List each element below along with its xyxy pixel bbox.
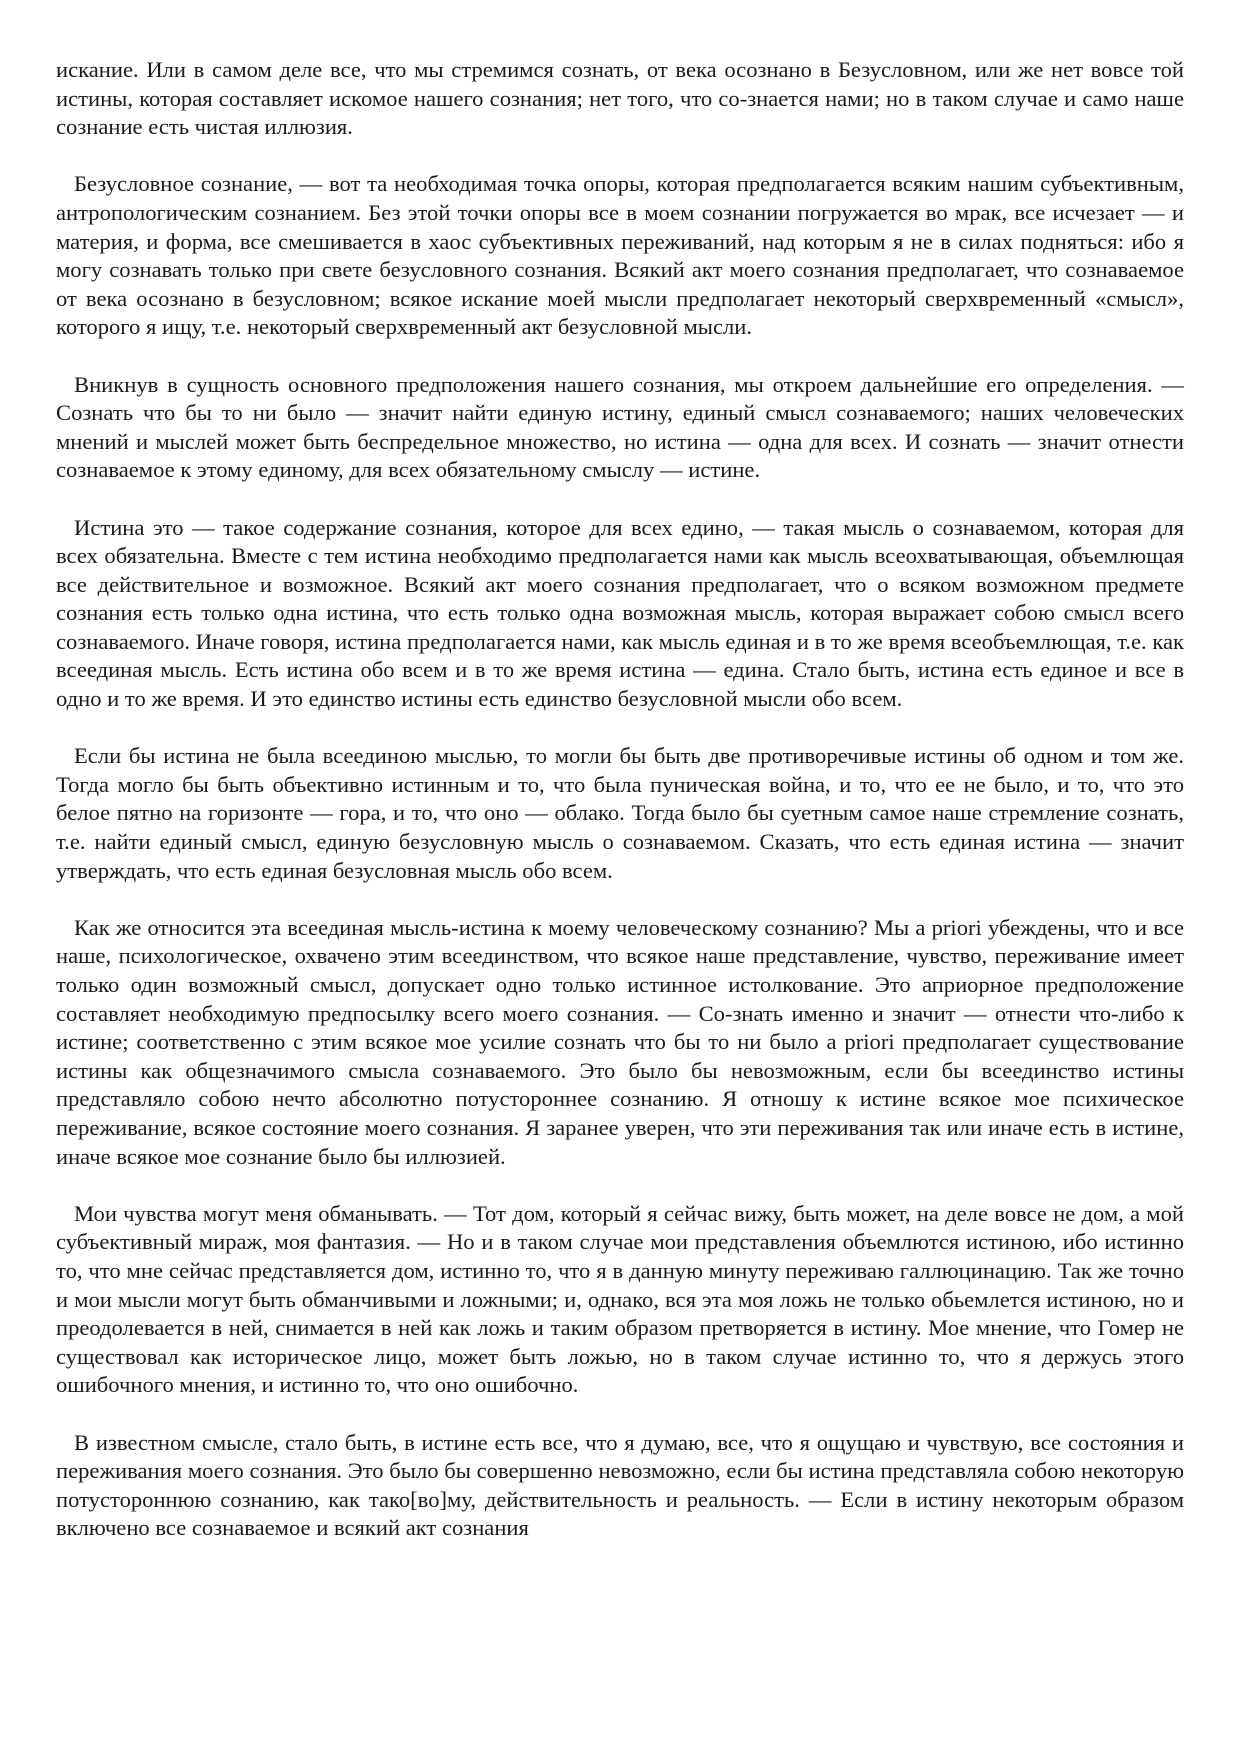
- paragraph-5: Если бы истина не была всеединою мыслью, то могли бы быть две противоречивые истины об одном и том же. Тогда могло бы быть объективно истинным и то, что была пуническая война, и то, что ее не было, и то, что это белое пятно на горизонте — гора, и то, что оно — облако. Тогда было бы суетным самое наше стремление сознать, т.е. найти единый смысл, единую безусловную мысль о сознаваемом. Сказать, что есть единая истина — значит утверждать, что есть единая безусловная мысль обо всем.: [56, 743, 1184, 883]
- paragraph-4: Истина это — такое содержание сознания, которое для всех едино, — такая мысль о сознаваемом, которая для всех обязательна. Вместе с тем истина необходимо предполагается нами как мысль всеохватывающая, объемлющая все действительное и возможное. Всякий акт моего сознания предполагает, что о всяком возможном предмете сознания есть только одна истина, что есть только одна возможная мысль, которая выражает собою смысл всего сознаваемого. Иначе говоря, истина предполагается нами, как мысль единая и в то же время всеобъемлющая, т.е. как всеединая мысль. Есть истина обо всем и в то же время истина — едина. Стало быть, истина есть единое и все в одно и то же время. И это единство истины есть единство безусловной мысли обо всем.: [56, 514, 1184, 712]
- paragraph-7: Мои чувства могут меня обманывать. — Тот дом, который я сейчас вижу, быть может, на деле вовсе не дом, а мой субъективный мираж, моя фантазия. — Но и в таком случае мои представления объемлются истиною, ибо истинно то, что мне сейчас представляется дом, истинно то, что я в данную минуту переживаю галлюцинацию. Так же точно и мои мысли могут быть обманчивыми и ложными; и, однако, вся эта моя ложь не только обьемлется истиною, но и преодолевается в ней, снимается в ней как ложь и таким образом претворяется в истину. Мое мнение, что Гомер не существовал как историческое лицо, может быть ложью, но в таком случае истинно то, что я держусь этого ошибочного мнения, и истинно то, что оно ошибочно.: [56, 1200, 1184, 1398]
- document-page: [56, 56, 1184, 1571]
- paragraph-8: В известном смысле, стало быть, в истине есть все, что я думаю, все, что я ощущаю и чувствую, все состояния и переживания моего сознания. Это было бы совершенно невозможно, если бы истина представляла собою некоторую потустороннюю сознанию, как тако[во]му, действительность и реальность. — Если в истину некоторым образом включено все сознаваемое и всякий акт сознания: [56, 1429, 1184, 1541]
- paragraph-1: искание. Или в самом деле все, что мы стремимся сознать, от века осознано в Безусловном, или же нет вовсе той истины, которая составляет искомое нашего сознания; нет того, что со-знается нами; но в таком случае и само наше сознание есть чистая иллюзия.: [56, 57, 1184, 140]
- paragraph-2: Безусловное сознание, — вот та необходимая точка опоры, которая предполагается всяким нашим субъективным, антропологическим сознанием. Без этой точки опоры все в моем сознании погружается во мрак, все исчезает — и материя, и форма, все смешивается в хаос субъективных переживаний, над которым я не в силах подняться: ибо я могу сознавать только при свете безусловного сознания. Всякий акт моего сознания предполагает, что сознаваемое от века осознано в безусловном; всякое искание моей мысли предполагает некоторый сверхвременный «смысл», которого я ищу, т.е. некоторый сверхвременный акт безусловной мысли.: [56, 171, 1184, 340]
- paragraph-3: Вникнув в сущность основного предположения нашего сознания, мы откроем дальнейшие его определения. — Сознать что бы то ни было — значит найти единую истину, единый смысл сознаваемого; наших человеческих мнений и мыслей может быть беспредельное множество, но истина — одна для всех. И сознать — значит отнести сознаваемое к этому единому, для всех обязательному смыслу — истине.: [56, 371, 1184, 483]
- paragraph-6: Как же относится эта всеединая мысль-истина к моему человеческому сознанию? Мы a priori убеждены, что и все наше, психологическое, охвачено этим всеединством, что всякое наше представление, чувство, переживание имеет только один возможный смысл, допускает одно только истинное истолкование. Это априорное предположение составляет необходимую предпосылку всего моего сознания. — Со-знать именно и значит — отнести что-либо к истине; соответственно с этим всякое мое усилие сознать что бы то ни было a priori предполагает существование истины как общезначимого смысла сознаваемого. Это было бы невозможным, если бы всеединство истины представляло собою нечто абсолютно потустороннее сознанию. Я отношу к истине всякое мое психическое переживание, всякое состояние моего сознания. Я заранее уверен, что эти переживания так или иначе есть в истине, иначе всякое мое сознание было бы иллюзией.: [56, 914, 1184, 1169]
